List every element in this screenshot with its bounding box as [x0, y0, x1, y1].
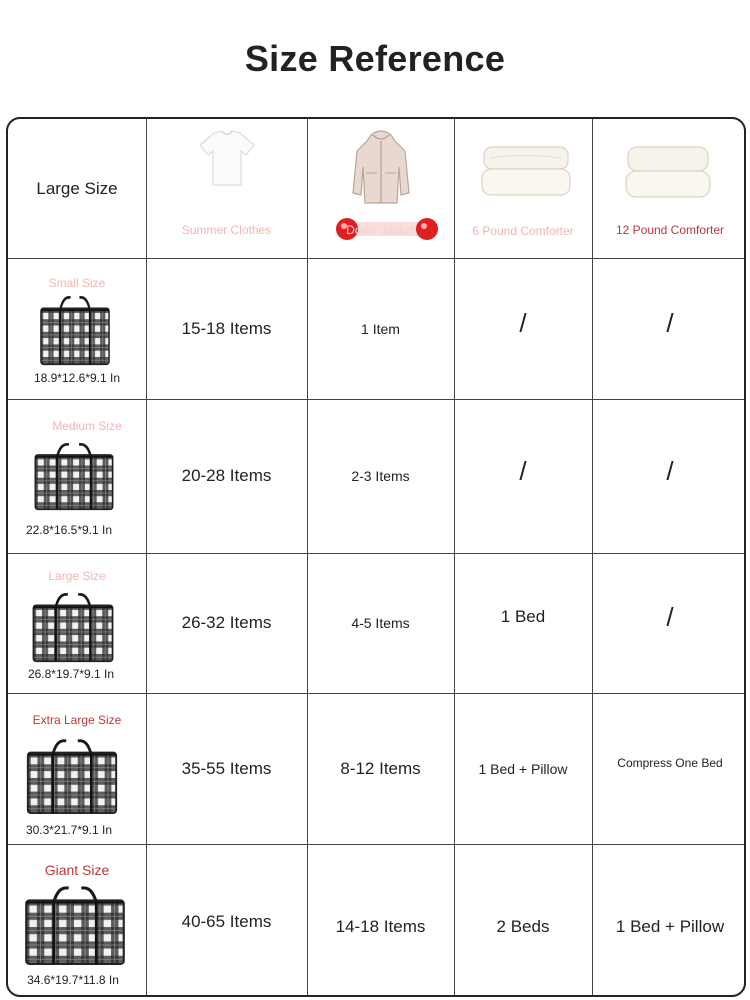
down-jacket-icon: [351, 127, 411, 207]
header-item-label: Down Jacket: [346, 223, 415, 237]
value-cell: 2 Beds: [496, 916, 550, 936]
storage-bag-icon: [30, 591, 116, 663]
size-dimensions: 30.3*21.7*9.1 In: [25, 823, 113, 837]
value-cell: /: [519, 308, 527, 338]
comforter-icon: [480, 141, 572, 201]
t-shirt-icon: [196, 129, 258, 189]
storage-bag-icon: [24, 737, 120, 815]
size-name: Medium Size: [52, 419, 122, 433]
size-cell-giant: [8, 844, 146, 997]
header-cell-12lb-comforter: [592, 119, 746, 258]
storage-bag-icon: [32, 441, 116, 511]
value-cell: 1 Bed: [500, 607, 546, 626]
size-dimensions: 18.9*12.6*9.1 In: [33, 371, 121, 385]
size-name: Large Size: [48, 569, 106, 583]
value-cell: 40-65 Items: [181, 911, 272, 931]
value-cell: 2-3 Items: [351, 468, 410, 484]
size-dimensions: 26.8*19.7*9.1 In: [27, 667, 115, 681]
header-cell-summer-clothes: [146, 119, 307, 258]
page-title: Size Reference: [244, 38, 506, 79]
value-cell: 8-12 Items: [340, 758, 421, 778]
value-cell: 15-18 Items: [181, 318, 272, 338]
size-dimensions: 22.8*16.5*9.1 In: [25, 523, 113, 537]
size-reference-table: [6, 117, 746, 997]
value-cell: 1 Item: [361, 320, 400, 337]
value-cell: 14-18 Items: [335, 916, 426, 936]
comforter-icon: [624, 143, 714, 203]
size-name: Extra Large Size: [32, 713, 122, 727]
corner-label: Large Size: [36, 178, 118, 198]
size-cell-small: [8, 258, 146, 399]
value-cell: Compress One Bed: [617, 755, 723, 770]
storage-bag-icon: [22, 884, 128, 966]
size-name: Giant Size: [44, 862, 110, 878]
header-corner-cell: [8, 119, 146, 258]
value-cell: /: [666, 455, 674, 486]
header-item-label: 12 Pound Comforter: [615, 223, 725, 237]
value-cell: 1 Bed + Pillow: [478, 760, 568, 777]
value-cell: 4-5 Items: [351, 615, 410, 631]
size-cell-medium: [8, 399, 146, 553]
value-cell: 35-55 Items: [181, 758, 272, 778]
size-name: Small Size: [48, 276, 106, 290]
header-item-label: 6 Pound Comforter: [472, 224, 574, 238]
size-cell-extra-large: [8, 693, 146, 844]
storage-bag-icon: [38, 294, 112, 366]
value-cell: /: [666, 308, 674, 338]
header-item-label: Summer Clothes: [181, 223, 272, 237]
size-dimensions: 34.6*19.7*11.8 In: [27, 973, 119, 987]
value-cell: /: [666, 601, 674, 632]
value-cell: /: [519, 455, 527, 486]
size-cell-large: [8, 553, 146, 693]
value-cell: 20-28 Items: [181, 466, 272, 485]
value-cell: 1 Bed + Pillow: [615, 916, 725, 936]
value-cell: 26-32 Items: [181, 613, 272, 632]
header-cell-6lb-comforter: [454, 119, 592, 258]
header-cell-down-jacket: [307, 119, 454, 258]
